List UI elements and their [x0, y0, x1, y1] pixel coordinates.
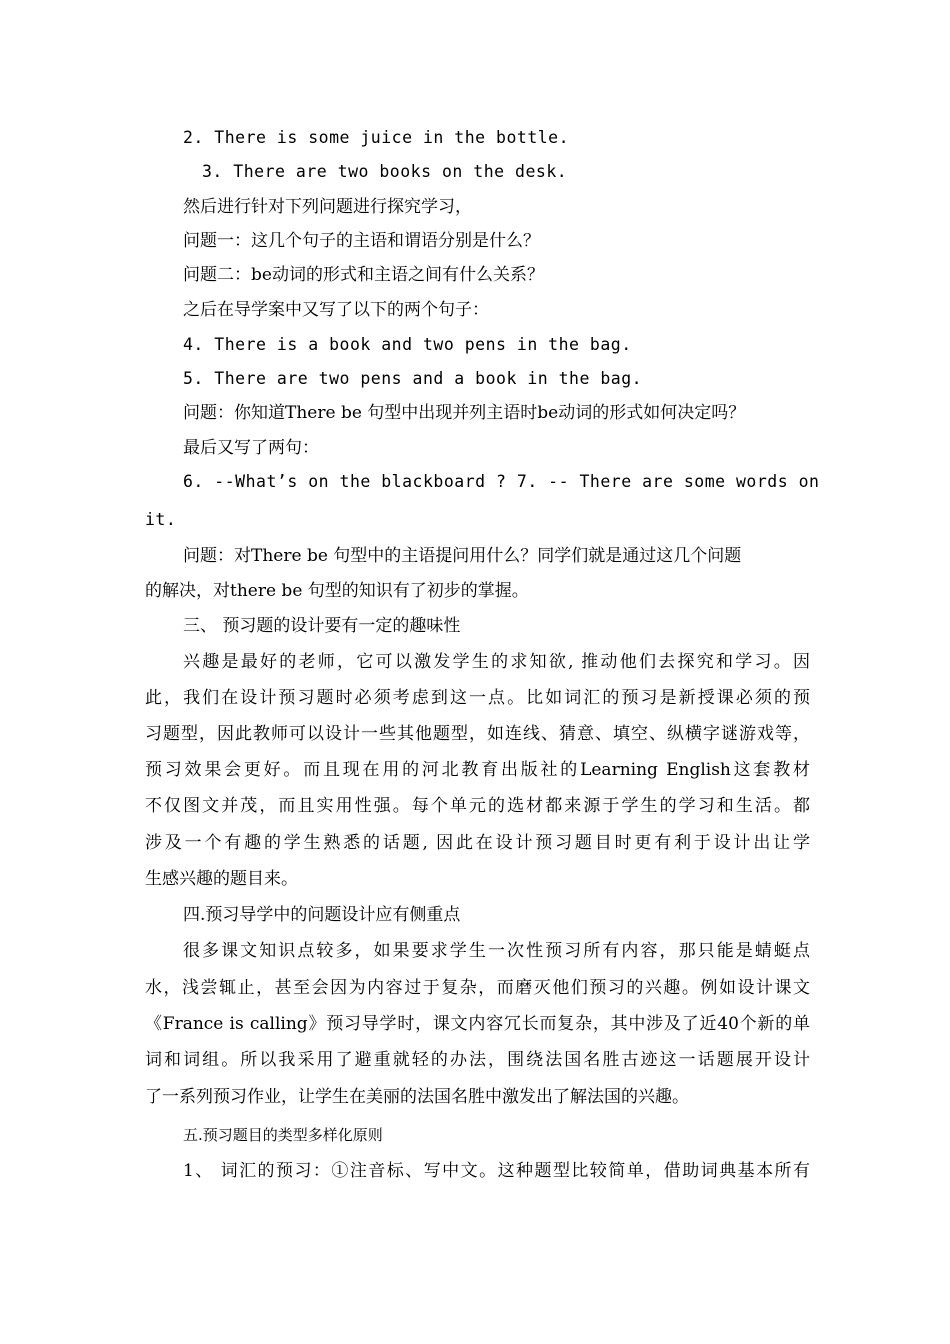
- paragraph-line: 习题型，因此教师可以设计一些其他题型，如连线、猜意、填空、纵横字谜游戏等，: [145, 724, 810, 744]
- example-sentence-6-7: 6. --What’s on the blackboard ? 7. -- There are some words on: [183, 472, 820, 491]
- paragraph-line: 词和词组。所以我采用了避重就轻的办法，围绕法国名胜古迹这一话题展开设计: [145, 1050, 810, 1070]
- paragraph-line: 之后在导学案中又写了以下的两个句子：: [183, 300, 489, 320]
- paragraph-line: 预习效果会更好。而且现在用的河北教育出版社的Learning English这套教材: [145, 760, 810, 780]
- paragraph-line: 了一系列预习作业，让学生在美丽的法国名胜中激发出了解法国的兴趣。: [145, 1087, 689, 1107]
- section-heading-5: 五.预习题目的类型多样化原则: [183, 1126, 383, 1144]
- example-sentence-continuation: it.: [145, 510, 177, 529]
- paragraph-line: 然后进行针对下列问题进行探究学习，: [183, 197, 472, 217]
- paragraph-line: 不仅图文并茂，而且实用性强。每个单元的选材都来源于学生的学习和生活。都: [145, 796, 810, 816]
- question-two: 问题二：be动词的形式和主语之间有什么关系？: [183, 265, 544, 285]
- paragraph-line: 很多课文知识点较多，如果要求学生一次性预习所有内容，那只能是蜻蜓点: [183, 941, 810, 961]
- paragraph-line: 水，浅尝辄止，甚至会因为内容过于复杂，而磨灭他们预习的兴趣。例如设计课文: [145, 978, 810, 998]
- paragraph-line: 最后又写了两句：: [183, 438, 319, 458]
- question-line: 问题：对There be 句型中的主语提问用什么？同学们就是通过这几个问题: [183, 546, 742, 566]
- paragraph-line: 1、 词汇的预习：①注音标、写中文。这种题型比较简单，借助词典基本所有: [183, 1161, 810, 1181]
- question-line: 问题：你知道There be 句型中出现并列主语时be动词的形式如何决定吗？: [183, 403, 746, 423]
- question-one: 问题一：这几个句子的主语和谓语分别是什么？: [183, 231, 540, 251]
- example-sentence-2: 2. There is some juice in the bottle.: [183, 128, 570, 147]
- paragraph-line: 《France is calling》预习导学时，课文内容冗长而复杂，其中涉及了近40个新的单: [145, 1014, 810, 1034]
- paragraph-line: 的解决，对there be 句型的知识有了初步的掌握。: [145, 581, 529, 601]
- section-heading-3: 三、 预习题的设计要有一定的趣味性: [183, 616, 461, 636]
- paragraph-line: 涉及一个有趣的学生熟悉的话题, 因此在设计预习题目时更有利于设计出让学: [145, 833, 810, 853]
- example-sentence-5: 5. There are two pens and a book in the bag.: [183, 369, 643, 388]
- example-sentence-4: 4. There is a book and two pens in the bag.: [183, 335, 632, 354]
- paragraph-line: 此，我们在设计预习题时必须考虑到这一点。比如词汇的预习是新授课必须的预: [145, 688, 810, 708]
- section-heading-4: 四.预习导学中的问题设计应有侧重点: [183, 905, 461, 925]
- paragraph-line: 生感兴趣的题目来。: [145, 869, 298, 889]
- paragraph-line: 兴趣是最好的老师，它可以激发学生的求知欲, 推动他们去探究和学习。因: [183, 652, 810, 672]
- example-sentence-3: 3. There are two books on the desk.: [202, 162, 568, 181]
